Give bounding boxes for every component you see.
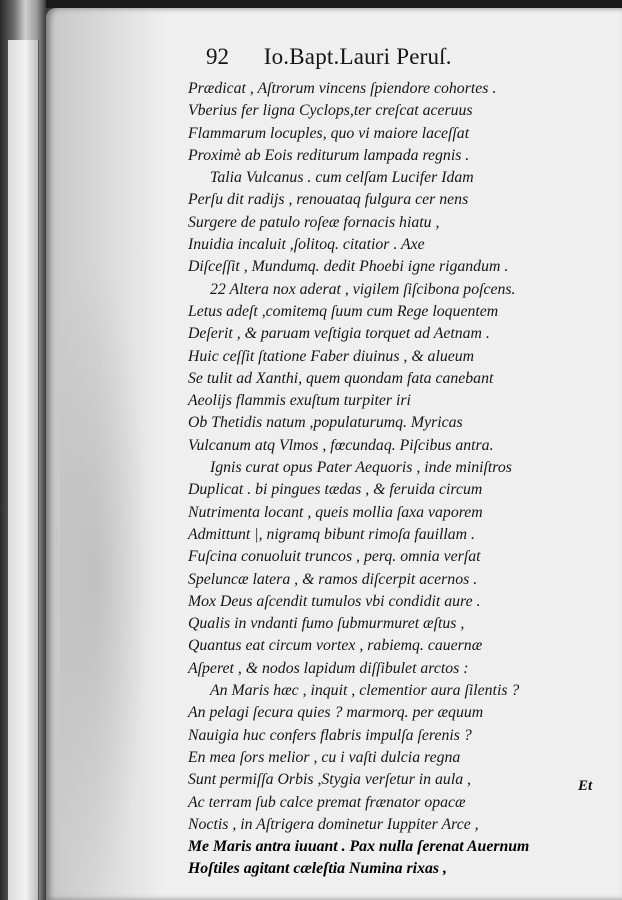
verse-line: Aſperet , & nodos lapidum diſſibulet arctos : [188,659,469,677]
verse-line: Flammarum locuples, quo vi maiore laceſſat [188,124,470,142]
verse-line: Duplicat . bi pingues tædas , & feruida circum [188,481,483,499]
verse-line: Ac terram ſub calce premat frænator opacæ [188,793,466,811]
verse-line: Aeolijs flammis exuſtum turpiter iri [188,392,411,410]
preceding-page-edge [8,40,39,900]
verse-line: Letus adeſt ,comitemq ſuum cum Rege loquentem [188,302,499,320]
verse-line: Surgere de patulo roſeæ fornacis hiatu , [188,213,440,231]
verse-line: An pelagi ſecura quies ? marmorq. per æquum [188,704,484,722]
verse-line: Ignis curat opus Pater Aequoris , inde miniſtros [210,459,512,477]
verse-line: An Maris hæc , inquit , clementior aura ſilentis ? [210,682,520,700]
verse-line: Perſu dit radijs , renouataq fulgura cer nens [188,191,469,209]
verse-line: Qualis in vndanti fumo ſubmurmuret æſtus , [188,615,465,633]
verse-line: Diſceſſit , Mundumq. dedit Phoebi igne rigandum . [188,258,509,276]
verse-line: Sunt permiſſa Orbis ,Stygia verſetur in aula , [188,771,472,789]
verse-line: Mox Deus aſcendit tumulos vbi condidit aure . [188,592,481,610]
verse-line: Prædicat , Aſtrorum vincens ſpiendore cohortes . [188,80,497,97]
verse-line: Noctis , in Aſtrigera dominetur Iuppiter Arce , [188,815,479,833]
verse-line: Hoſtiles agitant cæleſtia Numina rixas , [188,860,447,878]
verse-line: Vulcanum atq Vlmos , fœcundaq. Piſcibus antra. [188,436,494,454]
verse-line: Nauigia huc confers flabris impulſa ſerenis ? [188,726,472,744]
verse-line: Inuidia incaluit ,ſolitoq. citatior . Axe [188,236,425,254]
verse-line: En mea ſors melior , cu i vaſti dulcia regna [188,748,461,766]
verse-block [188,78,608,881]
verse-line: Proximè ab Eois rediturum lampada regnis . [188,146,470,164]
verse-line: Talia Vulcanus . cum celſam Lucifer Idam [210,169,474,187]
book-binding [0,0,46,900]
verse-line: Deſerit , & paruam veſtigia torquet ad Aetnam . [188,325,490,343]
verse-line: Speluncæ latera , & ramos diſcerpit acernos . [188,570,478,588]
catchword: Et [578,778,593,794]
verse-line: Quantus eat circum vortex , rabiemq. cauernæ [188,637,483,655]
page-number: 92 [206,44,229,69]
verse-line: Huic ceſſit ſtatione Faber diuinus , & alueum [188,347,475,365]
verse-line: Ob Thetidis natum ,populaturumq. Myricas [188,414,463,432]
running-head: Io.Bapt.Lauri Peruſ. [263,44,452,69]
verse-line: Se tulit ad Xanthi, quem quondam fata canebant [188,369,494,387]
verse-line: Admittunt |, nigramq bibunt rimoſa fauillam . [188,525,475,543]
verse-line: 22 Altera nox aderat , vigilem ſiſcibona poſcens. [210,280,516,298]
verse-line: Me Maris antra iuuant . Pax nulla ſerenat Auernum [188,838,530,856]
page-header [206,42,576,72]
verse-line: Fuſcina conuoluit truncos , perq. omnia verſat [188,548,481,566]
verse-line: Nutrimenta locant , queis mollia ſaxa vaporem [188,503,483,521]
verse-line: Vberius fer ligna Cyclops,ter creſcat aceruus [188,102,473,120]
